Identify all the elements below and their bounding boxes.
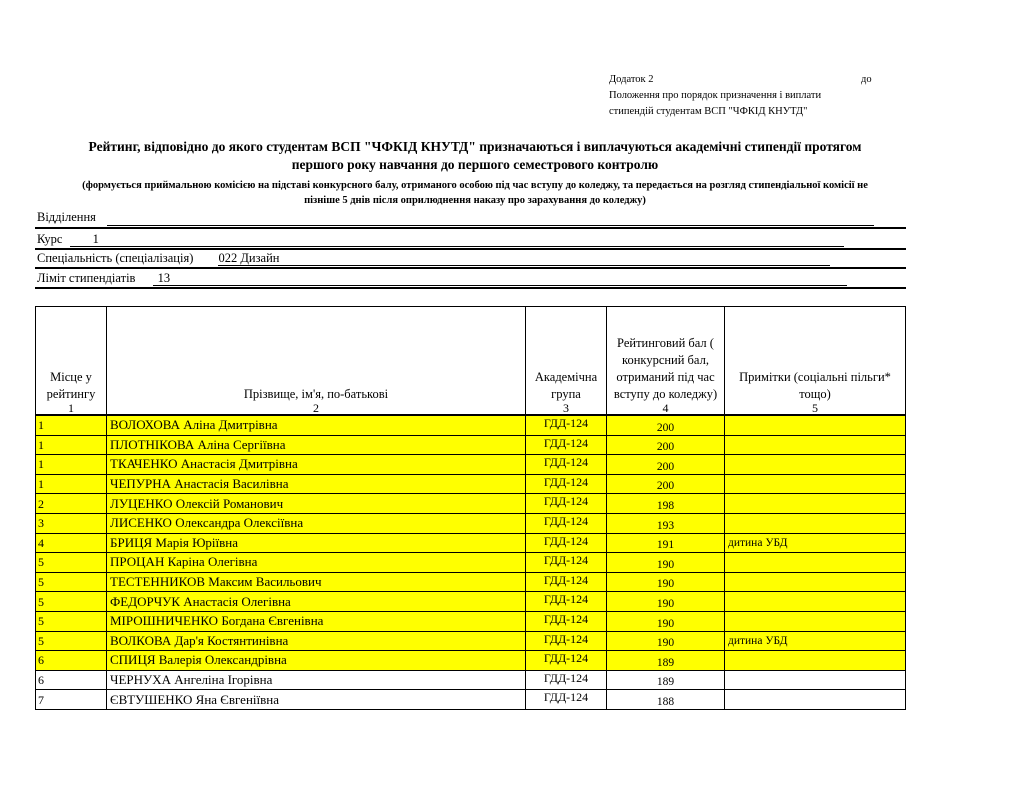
limit-label: Ліміт стипендіатів (37, 271, 136, 285)
group-cell: ГДД-124 (526, 455, 607, 475)
score-cell: 200 (607, 415, 725, 435)
header-score: Рейтинговий бал ( конкурсний бал, отриманий під час вступу до коледжу) (607, 307, 725, 404)
notes-cell (725, 474, 906, 494)
place-cell: 1 (36, 415, 107, 435)
divider (35, 227, 906, 229)
score-cell: 190 (607, 592, 725, 612)
notes-cell: дитина УБД (725, 533, 906, 553)
divider (35, 287, 906, 289)
notes-cell (725, 690, 906, 710)
place-cell: 5 (36, 572, 107, 592)
department-label: Відділення (37, 210, 96, 224)
table-row (36, 592, 906, 612)
table-header-row (36, 307, 906, 404)
appendix-line-3: стипендій студентам ВСП "ЧФКІД КНУТД" (609, 106, 808, 117)
score-cell: 189 (607, 651, 725, 671)
place-cell: 1 (36, 455, 107, 475)
group-cell: ГДД-124 (526, 572, 607, 592)
score-cell: 191 (607, 533, 725, 553)
notes-cell: дитина УБД (725, 631, 906, 651)
name-cell: ЧЕПУРНА Анастасія Василівна (107, 474, 526, 494)
score-cell: 200 (607, 474, 725, 494)
group-cell: ГДД-124 (526, 435, 607, 455)
subtitle-line-2: пізніше 5 днів після оприлюднення наказу про зарахування до коледжу) (304, 195, 646, 206)
limit-field (37, 270, 170, 287)
table-row (36, 494, 906, 514)
table-row (36, 690, 906, 710)
limit-underline (153, 285, 847, 286)
place-cell: 5 (36, 631, 107, 651)
group-cell: ГДД-124 (526, 690, 607, 710)
notes-cell (725, 611, 906, 631)
group-cell: ГДД-124 (526, 553, 607, 573)
place-cell: 4 (36, 533, 107, 553)
notes-cell (725, 494, 906, 514)
course-underline (70, 246, 844, 247)
place-cell: 1 (36, 474, 107, 494)
score-cell: 200 (607, 455, 725, 475)
notes-cell (725, 553, 906, 573)
score-cell: 189 (607, 670, 725, 690)
title-line-1: Рейтинг, відповідно до якого студентам ВСП "ЧФКІД КНУТД" призначаються і виплачуються академічні стипендії протягом (88, 139, 862, 154)
place-cell: 7 (36, 690, 107, 710)
notes-cell (725, 455, 906, 475)
rating-table-body (36, 415, 906, 709)
name-cell: СПИЦЯ Валерія Олександрівна (107, 651, 526, 671)
score-cell: 190 (607, 572, 725, 592)
name-cell: ЄВТУШЕНКО Яна Євгеніївна (107, 690, 526, 710)
table-row (36, 415, 906, 435)
place-cell: 2 (36, 494, 107, 514)
table-row (36, 474, 906, 494)
name-cell: ЛУЦЕНКО Олексій Романович (107, 494, 526, 514)
score-cell: 198 (607, 494, 725, 514)
name-cell: МІРОШНИЧЕНКО Богдана Євгенівна (107, 611, 526, 631)
column-number: 3 (526, 403, 607, 415)
specialty-label: Спеціальність (спеціалізація) (37, 251, 194, 265)
appendix-note (609, 72, 873, 120)
header-notes: Примітки (соціальні пільги* тощо) (725, 307, 906, 404)
notes-cell (725, 572, 906, 592)
table-row (36, 670, 906, 690)
place-cell: 6 (36, 651, 107, 671)
place-cell: 5 (36, 553, 107, 573)
limit-value: 13 (157, 271, 171, 285)
specialty-value: 022 Дизайн (218, 251, 280, 265)
place-cell: 5 (36, 611, 107, 631)
column-number: 1 (36, 403, 107, 415)
table-row (36, 435, 906, 455)
table-row (36, 513, 906, 533)
group-cell: ГДД-124 (526, 631, 607, 651)
group-cell: ГДД-124 (526, 592, 607, 612)
name-cell: БРИЦЯ Марія Юріївна (107, 533, 526, 553)
name-cell: ТЕСТЕННИКОВ Максим Васильович (107, 572, 526, 592)
appendix-line-1: Додаток 2 (609, 74, 654, 85)
notes-cell (725, 513, 906, 533)
header-group: Академічна група (526, 307, 607, 404)
table-row (36, 572, 906, 592)
score-cell: 190 (607, 631, 725, 651)
group-cell: ГДД-124 (526, 611, 607, 631)
place-cell: 1 (36, 435, 107, 455)
group-cell: ГДД-124 (526, 533, 607, 553)
group-cell: ГДД-124 (526, 494, 607, 514)
place-cell: 6 (36, 670, 107, 690)
group-cell: ГДД-124 (526, 670, 607, 690)
specialty-underline (218, 265, 830, 266)
column-number: 5 (725, 403, 906, 415)
department-field (37, 209, 99, 226)
name-cell: ФЕДОРЧУК Анастасія Олегівна (107, 592, 526, 612)
name-cell: ЛИСЕНКО Олександра Олексіївна (107, 513, 526, 533)
course-value: 1 (92, 232, 99, 246)
name-cell: ПЛОТНІКОВА Аліна Сергіївна (107, 435, 526, 455)
name-cell: ВОЛКОВА Дар'я Костянтинівна (107, 631, 526, 651)
notes-cell (725, 651, 906, 671)
column-number: 4 (607, 403, 725, 415)
group-cell: ГДД-124 (526, 651, 607, 671)
group-cell: ГДД-124 (526, 474, 607, 494)
notes-cell (725, 435, 906, 455)
course-label: Курс (37, 232, 63, 246)
table-row (36, 631, 906, 651)
title-line-2: першого року навчання до першого семестрового контролю (291, 157, 659, 172)
appendix-line-2: Положення про порядок призначення і виплати (609, 90, 822, 101)
department-underline (107, 225, 874, 226)
rating-table (35, 306, 906, 710)
score-cell: 193 (607, 513, 725, 533)
document-subtitle (40, 178, 910, 208)
table-row (36, 455, 906, 475)
appendix-do: до (861, 74, 872, 85)
table-row (36, 611, 906, 631)
table-row (36, 553, 906, 573)
notes-cell (725, 670, 906, 690)
divider (35, 267, 906, 269)
column-number-row (36, 403, 906, 415)
notes-cell (725, 592, 906, 612)
subtitle-line-1: (формується приймальною комісією на підставі конкурсного балу, отриманого особою під час вступу до коледжу, та передається на розгляд стипендіальної комісії не (82, 180, 868, 191)
name-cell: ВОЛОХОВА Аліна Дмитрівна (107, 415, 526, 435)
place-cell: 5 (36, 592, 107, 612)
table-row (36, 533, 906, 553)
group-cell: ГДД-124 (526, 513, 607, 533)
table-row (36, 651, 906, 671)
score-cell: 188 (607, 690, 725, 710)
header-place: Місце у рейтингу (36, 307, 107, 404)
column-number: 2 (107, 403, 526, 415)
header-name: Прізвище, ім'я, по-батькові (107, 307, 526, 404)
name-cell: ЧЕРНУХА Ангеліна Ігорівна (107, 670, 526, 690)
notes-cell (725, 415, 906, 435)
score-cell: 190 (607, 553, 725, 573)
score-cell: 200 (607, 435, 725, 455)
document-title (40, 138, 910, 174)
score-cell: 190 (607, 611, 725, 631)
place-cell: 3 (36, 513, 107, 533)
group-cell: ГДД-124 (526, 415, 607, 435)
name-cell: ПРОЦАН Каріна Олегівна (107, 553, 526, 573)
name-cell: ТКАЧЕНКО Анастасія Дмитрівна (107, 455, 526, 475)
